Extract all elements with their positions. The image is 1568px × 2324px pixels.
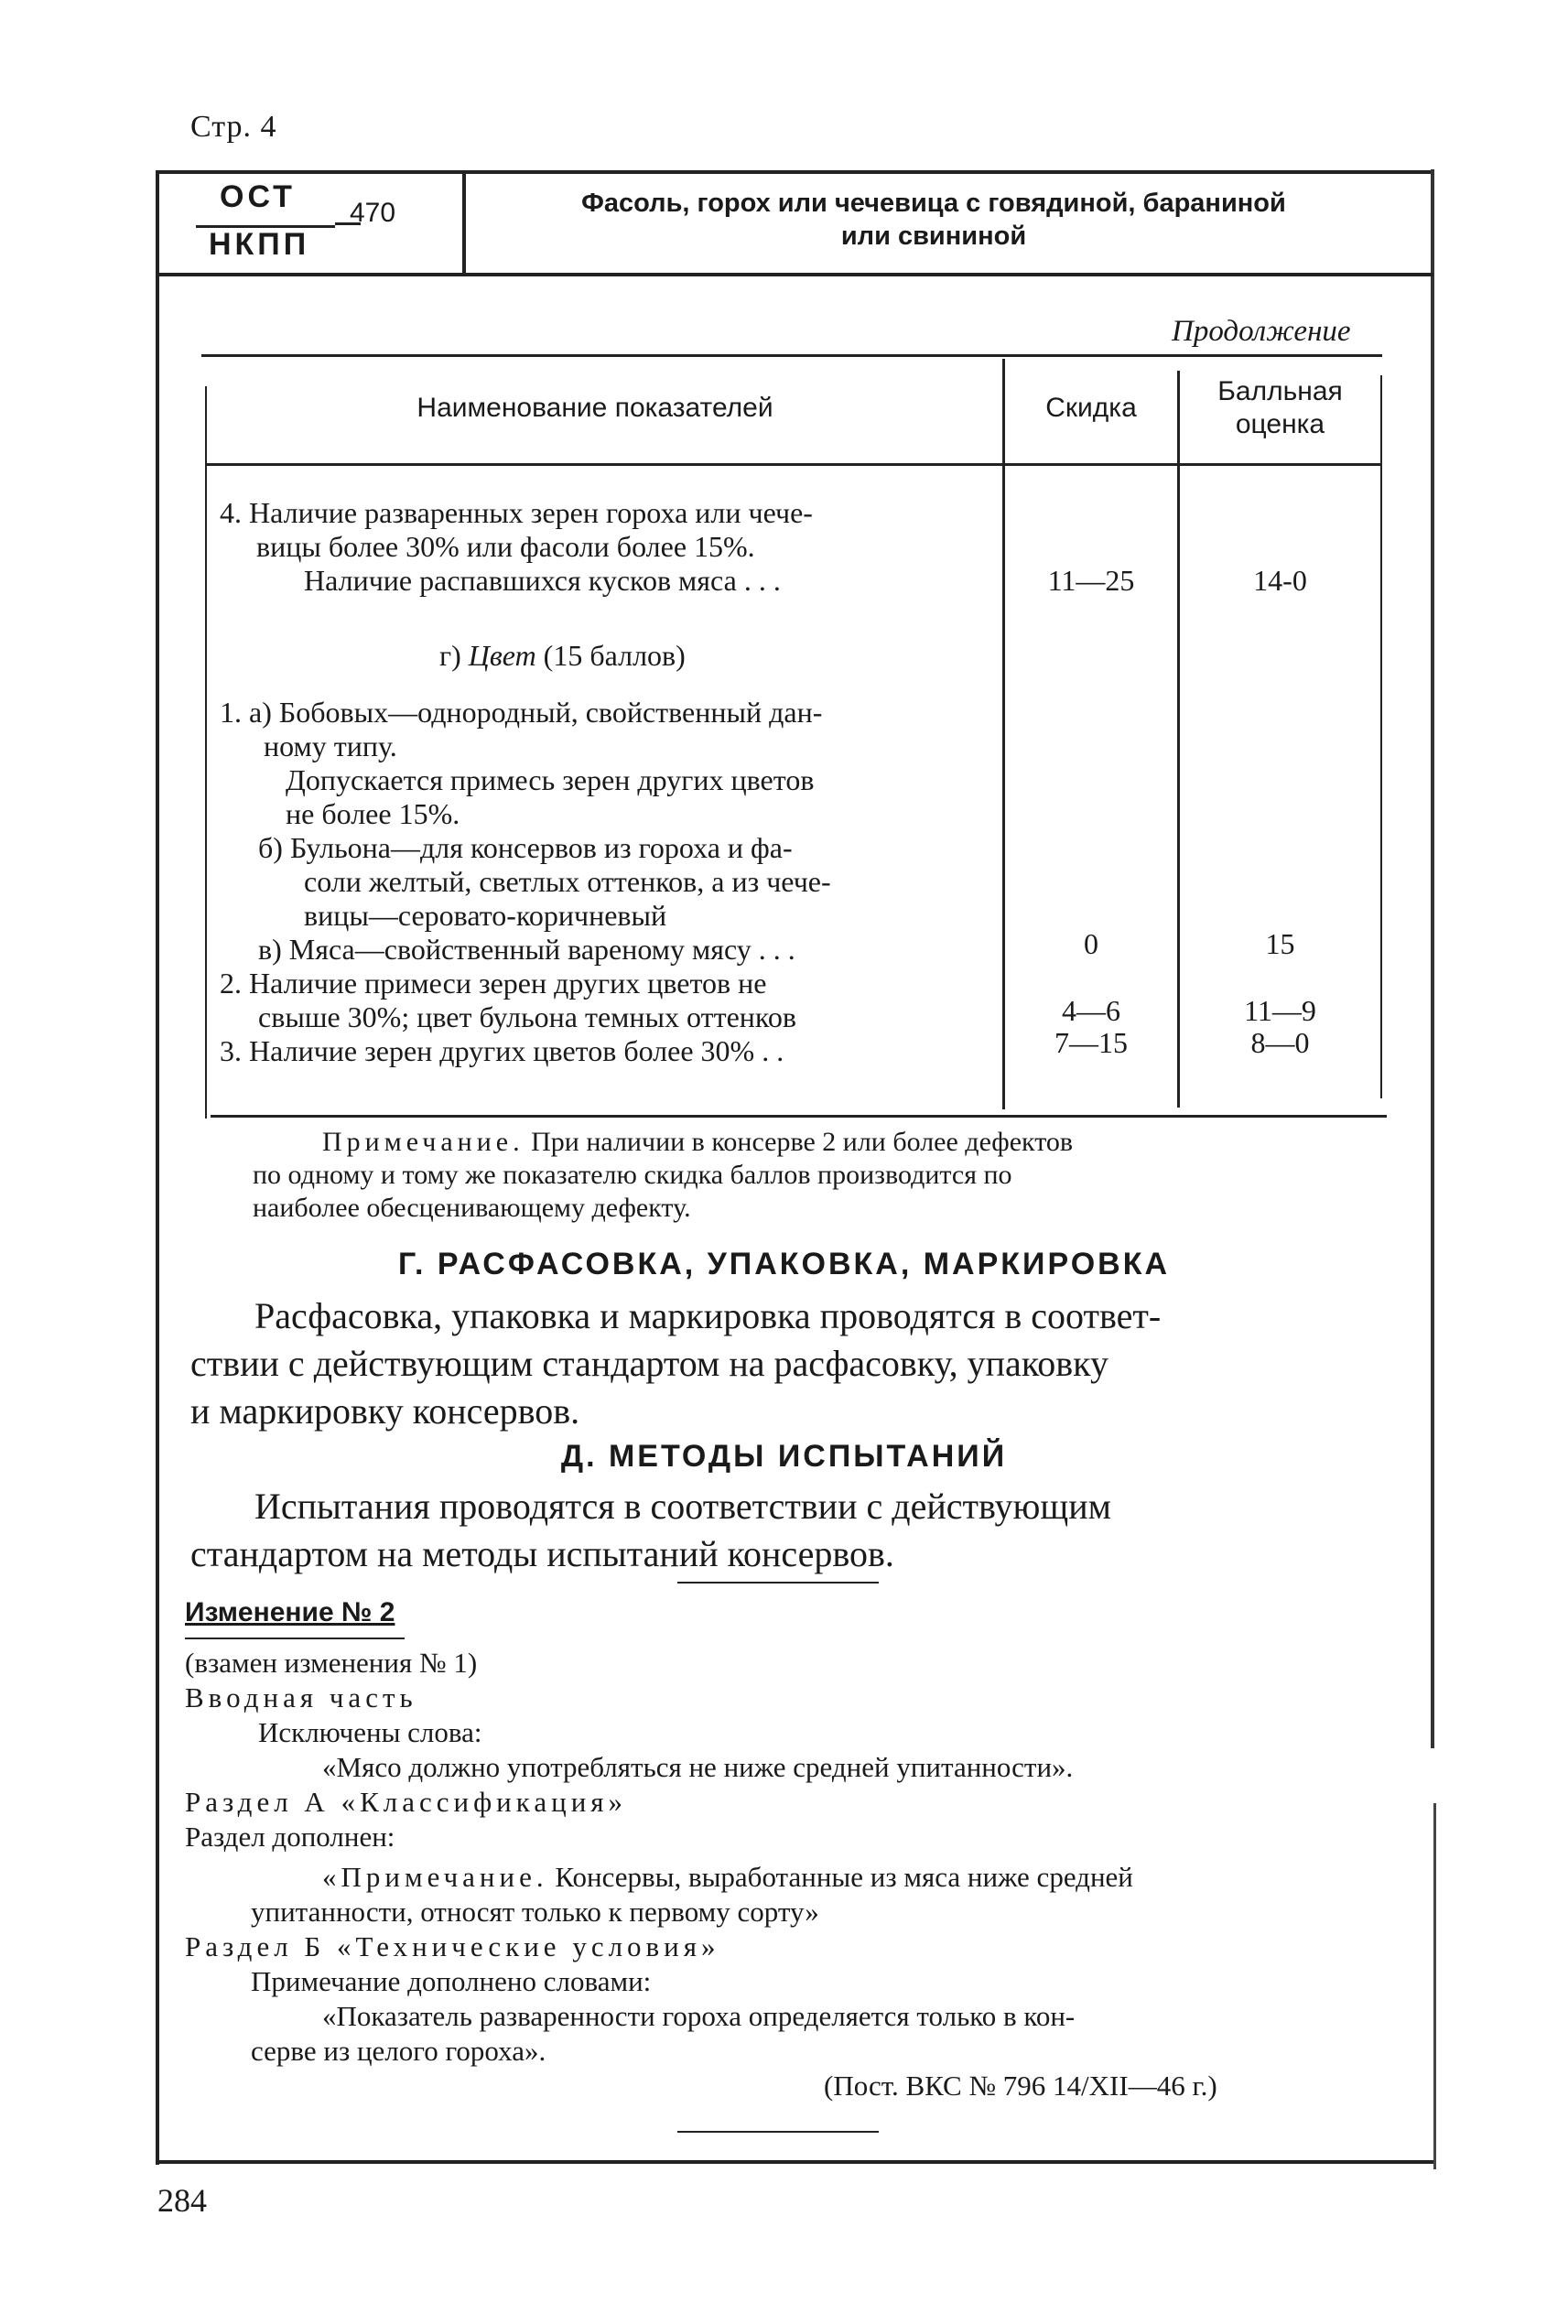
column-header-discount: Скидка bbox=[1045, 393, 1137, 423]
color-score-1: 15 bbox=[1265, 927, 1295, 960]
row4-line1: 4. Наличие разваренных зерен гороха или чече- bbox=[220, 496, 813, 529]
frame-bottom-rule bbox=[156, 2160, 1433, 2164]
table-note bbox=[253, 1126, 1379, 1225]
color-subsection-italic-word: Цвет bbox=[468, 639, 536, 672]
section-d-line2: стандартом на методы испытаний консервов. bbox=[190, 1533, 894, 1574]
section-g-line2: ствии с действующим стандартом на расфасовку, упаковку bbox=[190, 1343, 1108, 1384]
color-line-11: 3. Наличие зерен других цветов более 30% . . bbox=[220, 1034, 784, 1067]
amendment-excluded: Исключены слова: bbox=[258, 1716, 482, 1748]
page-number-header: Стр. 4 bbox=[190, 110, 277, 144]
color-line-3: Допускается примесь зерен других цветов bbox=[286, 763, 815, 796]
amendment-excluded-quote: «Мясо должно употребляться не ниже средней упитанности». bbox=[322, 1751, 1074, 1783]
frame-top-rule bbox=[156, 170, 1433, 174]
header-divider bbox=[462, 174, 466, 275]
section-d-line1: Испытания проводятся в соответствии с действующим bbox=[254, 1486, 1111, 1527]
amendment-section-b: Раздел Б «Технические условия» bbox=[185, 1930, 720, 1962]
column-header-name: Наименование показателей bbox=[416, 393, 773, 423]
amendment-replaces: (взамен изменения № 1) bbox=[185, 1647, 478, 1679]
row4-discount: 11—25 bbox=[1047, 564, 1135, 597]
frame-right-rule-lower bbox=[1433, 1803, 1436, 2169]
nkpp-label: НКПП bbox=[209, 227, 310, 262]
section-g-body bbox=[190, 1292, 1380, 1435]
amendment-quote-line2: серве из целого гороха». bbox=[251, 2035, 546, 2067]
section-d-title: Д. МЕТОДЫ ИСПЫТАНИЙ bbox=[560, 1439, 1008, 1474]
table-right-rule bbox=[1380, 375, 1382, 1098]
color-discount-1: 0 bbox=[1084, 927, 1098, 960]
standard-title-line1: Фасоль, горох или чечевица с говядиной, бараниной bbox=[581, 189, 1286, 218]
amendment-intro-heading: Вводная часть bbox=[185, 1681, 417, 1713]
note-line3: наиболее обесценивающему дефекту. bbox=[253, 1193, 691, 1223]
amendment-supplemented: Раздел дополнен: bbox=[185, 1821, 395, 1853]
color-line-2: ному типу. bbox=[264, 730, 397, 762]
row4-score: 14-0 bbox=[1253, 564, 1307, 597]
amendment-title: Изменение № 2 bbox=[185, 1597, 395, 1627]
column-header-score bbox=[1180, 375, 1380, 441]
amendment-note-line2: упитанности, относят только к первому сорту» bbox=[251, 1896, 819, 1928]
table-header-rule bbox=[205, 463, 1380, 466]
row4-line3: Наличие распавшихся кусков мяса . . . bbox=[304, 564, 781, 597]
ost-label: ОСТ bbox=[220, 179, 296, 214]
section-g-title: Г. РАСФАСОВКА, УПАКОВКА, МАРКИРОВКА bbox=[397, 1247, 1171, 1281]
color-line-10: свыше 30%; цвет бульона темных оттенков bbox=[258, 1000, 796, 1033]
separator-rule bbox=[677, 1582, 879, 1584]
table-row bbox=[220, 496, 989, 598]
row4-line2: вицы более 30% или фасоли более 15%. bbox=[256, 530, 755, 563]
decree-reference: (Пост. ВКС № 796 14/XII—46 г.) bbox=[824, 2070, 1217, 2102]
frame-right-rule bbox=[1431, 169, 1434, 1748]
color-subsection-title: г) Цвет (15 баллов) bbox=[439, 639, 686, 672]
amendment-title-rule bbox=[185, 1638, 405, 1639]
standard-title-line2: или свининой bbox=[840, 222, 1027, 251]
section-d-body bbox=[190, 1483, 1380, 1578]
header-bottom-rule bbox=[156, 273, 1433, 276]
color-line-7: вицы—серовато-коричневый bbox=[304, 899, 667, 932]
note-line1: При наличии в консерве 2 или более дефектов bbox=[531, 1127, 1074, 1157]
color-rows bbox=[220, 696, 989, 1068]
table-bottom-rule bbox=[211, 1115, 1387, 1118]
table-top-rule bbox=[201, 354, 1382, 357]
table-left-rule bbox=[205, 386, 207, 1119]
color-score-2: 11—9 bbox=[1244, 994, 1316, 1027]
page-number-footer: 284 bbox=[157, 2182, 207, 2219]
amendment-body bbox=[185, 1646, 1393, 2069]
amendment-note-line1: Консервы, выработанные из мяса ниже средней bbox=[555, 1861, 1133, 1893]
standard-number: 470 bbox=[350, 198, 396, 228]
note-line2: по одному и тому же показателю скидка баллов производится по bbox=[253, 1160, 1012, 1190]
amendment-note-supplemented: Примечание дополнено словами: bbox=[251, 1965, 652, 1997]
amendment-note-label: «Примечание. bbox=[322, 1861, 548, 1893]
color-discount-2: 4—6 bbox=[1062, 994, 1120, 1027]
color-line-1: 1. а) Бобовых—однородный, свойственный дан- bbox=[220, 696, 823, 729]
color-discount-3: 7—15 bbox=[1054, 1026, 1128, 1059]
continuation-label: Продолжение bbox=[1172, 315, 1351, 348]
section-g-line1: Расфасовка, упаковка и маркировка проводятся в соответ- bbox=[254, 1295, 1162, 1336]
section-g-line3: и маркировку консервов. bbox=[190, 1390, 580, 1432]
color-line-4: не более 15%. bbox=[286, 797, 460, 830]
color-score-3: 8—0 bbox=[1250, 1026, 1310, 1059]
column-header-score-line1: Балльная bbox=[1217, 376, 1343, 406]
color-line-9: 2. Наличие примеси зерен других цветов не bbox=[220, 967, 767, 1000]
separator-rule-bottom bbox=[677, 2131, 879, 2133]
color-line-6: соли желтый, светлых оттенков, а из чече- bbox=[304, 865, 831, 898]
amendment-section-a: Раздел А «Классификация» bbox=[185, 1786, 628, 1818]
amendment-quote-line1: «Показатель разваренности гороха определяется только в кон- bbox=[322, 2000, 1076, 2032]
color-line-8: в) Мяса—свойственный вареному мясу . . . bbox=[258, 933, 795, 966]
note-label: Примечание. bbox=[322, 1127, 524, 1157]
standard-title bbox=[494, 187, 1373, 253]
column-header-score-line2: оценка bbox=[1235, 409, 1325, 439]
color-line-5: б) Бульона—для консервов из гороха и фа- bbox=[258, 831, 793, 864]
frame-left-rule bbox=[156, 174, 159, 2165]
